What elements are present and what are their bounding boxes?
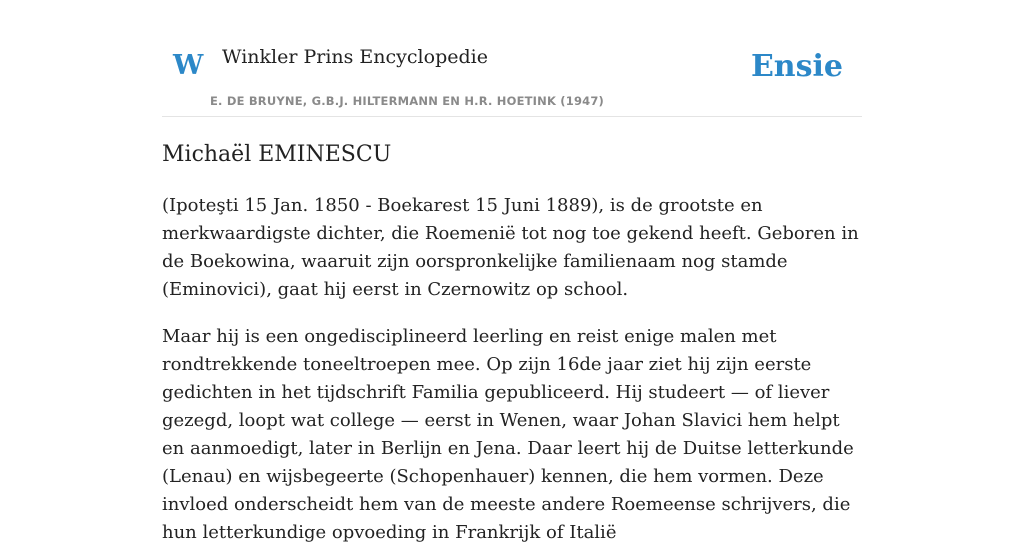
article-paragraph: (Ipoteşti 15 Jan. 1850 - Boekarest 15 Juni 1889), is de grootste en merkwaardigste dichter, die Roemenië tot nog toe gekend heeft. Geboren in de Boekowina, waaruit zijn oorspronkelijke familienaam nog stamde (Eminovici), gaat hij eerst in Czernowitz op school. bbox=[162, 195, 859, 300]
ensie-brand-logo[interactable]: Ensie bbox=[750, 49, 843, 84]
winkler-prins-logo[interactable]: W bbox=[173, 50, 204, 81]
encyclopedia-authors: E. DE BRUYNE, G.B.J. HILTERMANN EN H.R. HOETINK (1947) bbox=[210, 94, 605, 108]
article-title: Michaël EMINESCU bbox=[162, 142, 392, 167]
site-header bbox=[162, 0, 862, 117]
article-paragraph: Maar hij is een ongedisciplineerd leerling en reist enige malen met rondtrekkende toneeltroepen mee. Op zijn 16de jaar ziet hij zijn eerste gedichten in het tijdschrift Familia gepubliceerd. Hij studeert — of liever gezegd, loopt wat college — eerst in Wenen, waar Johan Slavici hem helpt en aanmoedigt, later in Berlijn en Jena. Daar leert hij de Duitse letterkunde (Lenau) en wijsbegeerte (Schopenhauer) kennen, die hem vormen. Deze invloed onderscheidt hem van de meeste andere Roemeense schrijvers, die hun letterkundige opvoeding in Frankrijk of Italië bbox=[162, 326, 854, 543]
article bbox=[162, 140, 862, 547]
encyclopedia-title[interactable]: Winkler Prins Encyclopedie bbox=[222, 46, 488, 68]
